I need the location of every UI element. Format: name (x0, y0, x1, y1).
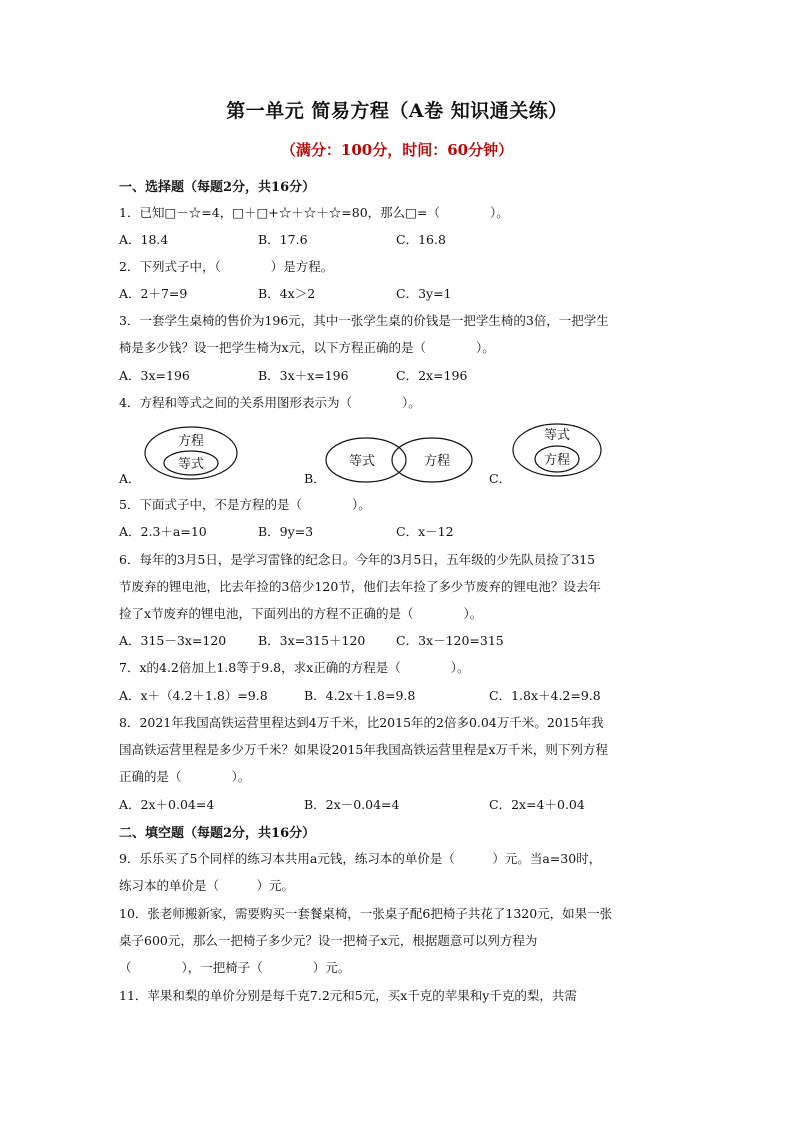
question-6-stem-line-2: 节废弃的锂电池，比去年捡的3倍少120节，他们去年捡了多少节废弃的锂电池？设去年 (119, 579, 601, 594)
question-3-option-a: A．3x=196 (119, 368, 190, 383)
question-6-stem-line-1: 6．每年的3月5日，是学习雷锋的纪念日。今年的3月5日，五年级的少先队员捡了315 (119, 552, 596, 567)
question-6-option-b: B．3x=315＋120 (258, 633, 366, 648)
question-2-stem: 2．下列式子中，（ ）是方程。 (119, 259, 334, 274)
question-3-stem-line-1: 3．一套学生桌椅的售价为196元，其中一张学生桌的价钱是一把学生椅的3倍，一把学生 (119, 313, 609, 328)
diagram-b-left-label: 等式 (348, 454, 376, 469)
section-heading-fill-in: 二、填空题（每题2分，共16分） (119, 826, 316, 841)
question-1-option-c: C．16.8 (396, 232, 446, 247)
question-8-stem-line-1: 8．2021年我国高铁运营里程达到4万千米，比2015年的2倍多0.04万千米。2015年我 (119, 715, 604, 730)
question-8-option-a: A．2x＋0.04=4 (119, 797, 215, 812)
page-subtitle: （满分：100分，时间：60分钟） (280, 141, 514, 159)
section-heading-choice: 一、选择题（每题2分，共16分） (119, 180, 316, 195)
question-5-stem: 5．下面式子中，不是方程的是（ ）。 (119, 497, 371, 512)
diagram-a-outer-label: 方程 (177, 434, 205, 449)
question-7-option-a: A．x＋（4.2＋1.8）=9.8 (119, 688, 268, 703)
question-6-option-a: A．315－3x=120 (119, 633, 227, 648)
question-2-option-b: B．4x＞2 (258, 286, 316, 301)
question-8-stem-line-3: 正确的是（ ）。 (119, 769, 251, 784)
page-title: 第一单元 简易方程（A卷 知识通关练） (226, 100, 568, 122)
question-10-line-1: 10．张老师搬新家，需要购买一套餐桌椅，一张桌子配6把椅子共花了1320元，如果一张 (119, 906, 613, 921)
question-8-stem-line-2: 国高铁运营里程是多少万千米？如果设2015年我国高铁运营里程是x万千米，则下列方程 (119, 742, 608, 757)
question-9-line-2: 练习本的单价是（ ）元。 (119, 878, 295, 893)
question-1-option-b: B．17.6 (258, 232, 308, 247)
question-4-option-b: B． (304, 471, 326, 486)
diagram-b-right-label: 方程 (423, 454, 451, 469)
question-4-stem: 4．方程和等式之间的关系用图形表示为（ ）。 (119, 395, 421, 410)
question-7-option-b: B．4.2x＋1.8=9.8 (304, 688, 416, 703)
diagram-a-inner-label: 等式 (177, 457, 205, 472)
question-1-option-a: A．18.4 (119, 232, 169, 247)
question-11-line-1: 11．苹果和梨的单价分别是每千克7.2元和5元，买x千克的苹果和y千克的梨，共需 (119, 988, 577, 1003)
diagram-c-outer-label: 等式 (543, 428, 571, 443)
question-5-option-a: A．2.3＋a=10 (119, 524, 207, 539)
question-3-stem-line-2: 椅是多少钱？设一把学生椅为x元，以下方程正确的是（ ）。 (119, 340, 495, 355)
question-5-option-b: B．9y=3 (258, 524, 314, 539)
question-4-diagram-b (324, 436, 474, 484)
question-4-option-c: C． (489, 471, 512, 486)
question-10-line-3: （ ），一把椅子（ ）元。 (119, 960, 351, 975)
question-7-option-c: C．1.8x＋4.2=9.8 (489, 688, 601, 703)
question-4-diagram-c (511, 422, 603, 478)
question-2-option-a: A．2＋7=9 (119, 286, 188, 301)
diagram-c-inner-label: 方程 (543, 453, 571, 468)
question-7-stem: 7．x的4.2倍加上1.8等于9.8，求x正确的方程是（ ）。 (119, 660, 470, 675)
question-5-option-c: C．x－12 (396, 524, 454, 539)
question-8-option-b: B．2x－0.04=4 (304, 797, 400, 812)
question-4-option-a: A． (119, 471, 141, 486)
question-3-option-b: B．3x＋x=196 (258, 368, 349, 383)
question-2-option-c: C．3y=1 (396, 286, 452, 301)
question-8-option-c: C．2x=4＋0.04 (489, 797, 585, 812)
question-10-line-2: 桌子600元，那么一把椅子多少元？设一把椅子x元，根据题意可以列方程为 (119, 933, 538, 948)
question-4-diagram-a (143, 425, 241, 481)
question-6-option-c: C．3x－120=315 (396, 633, 504, 648)
question-9-line-1: 9．乐乐买了5个同样的练习本共用a元钱，练习本的单价是（ ）元。当a=30时， (119, 851, 602, 866)
question-6-stem-line-3: 捡了x节废弃的锂电池，下面列出的方程不正确的是（ ）。 (119, 606, 483, 621)
question-3-option-c: C．2x=196 (396, 368, 468, 383)
question-1-stem: 1．已知□－☆=4，□＋□+☆＋☆＋☆=80，那么□=（ ）。 (119, 205, 509, 220)
